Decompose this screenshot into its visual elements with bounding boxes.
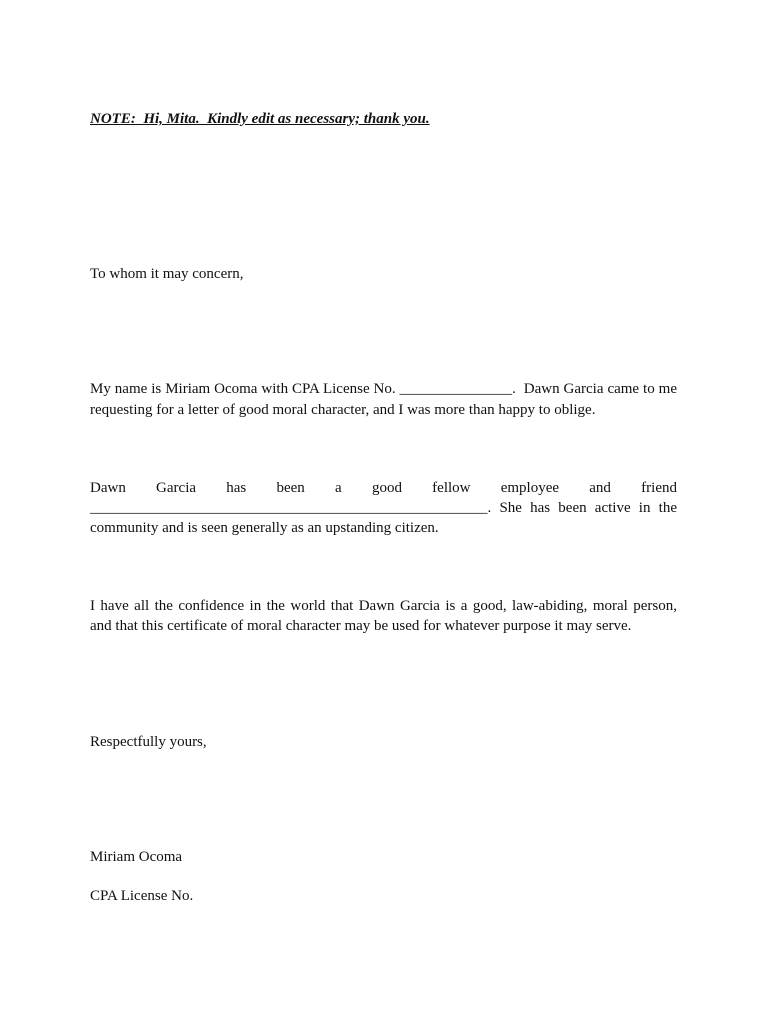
paragraph-line: and that this certificate of moral character may be used for whatever purpose it may serve.: [90, 618, 632, 634]
signatory-license: CPA License No.: [90, 888, 194, 904]
closing: Respectfully yours,: [90, 734, 207, 750]
paragraph-line: My name is Miriam Ocoma with CPA License No. _______________. Dawn Garcia came to me: [90, 381, 677, 397]
paragraph-line: Dawn Garcia has been a good fellow employee and friend: [90, 480, 677, 496]
paragraph-line: community and is seen generally as an upstanding citizen.: [90, 520, 439, 536]
paragraph-line: _____________________________________________________. She has been active in the: [90, 500, 677, 516]
salutation: To whom it may concern,: [90, 266, 244, 282]
letter-paragraph: [90, 379, 677, 420]
editor-note: NOTE: Hi, Mita. Kindly edit as necessary; thank you.: [90, 111, 430, 127]
letter-paragraph: [90, 478, 677, 538]
paragraph-line: requesting for a letter of good moral character, and I was more than happy to oblige.: [90, 401, 596, 418]
letter-paragraph: [90, 596, 677, 636]
signatory-name: Miriam Ocoma: [90, 849, 183, 865]
paragraph-line: I have all the confidence in the world that Dawn Garcia is a good, law-abiding, moral person,: [90, 598, 677, 614]
